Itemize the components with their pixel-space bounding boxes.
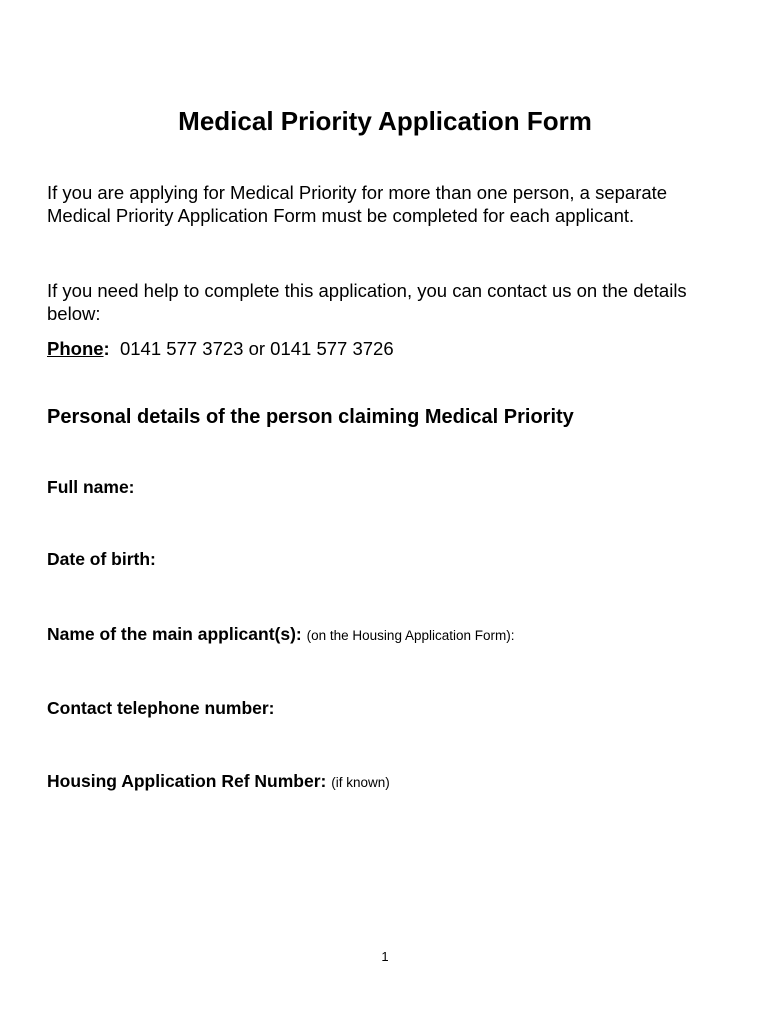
form-title: Medical Priority Application Form: [178, 106, 592, 136]
intro-paragraph: If you are applying for Medical Priority for more than one person, a separate Medical Priority Application Form must be completed for each applicant.: [47, 182, 668, 226]
field-full-name: [47, 475, 135, 499]
field-housing-ref: [47, 769, 390, 795]
phone-line: [47, 337, 394, 360]
field-label: Name of the main applicant(s):: [47, 624, 302, 644]
field-hint: (if known): [331, 775, 390, 790]
help-paragraph: If you need help to complete this application, you can contact us on the details below:: [47, 280, 687, 324]
phone-numbers: 0141 577 3723 or 0141 577 3726: [119, 338, 394, 359]
field-main-applicant: [47, 622, 515, 648]
field-label: Full name:: [47, 477, 135, 497]
phone-label: Phone: [47, 338, 104, 359]
field-label: Housing Application Ref Number:: [47, 771, 327, 791]
field-date-of-birth: [47, 547, 156, 571]
phone-colon: :: [103, 338, 110, 359]
field-label: Contact telephone number:: [47, 698, 275, 718]
field-contact-telephone: [47, 696, 275, 720]
field-label: Date of birth:: [47, 549, 156, 569]
field-hint: (on the Housing Application Form):: [306, 628, 515, 643]
section-heading: Personal details of the person claiming Medical Priority: [47, 406, 574, 428]
page-number: 1: [381, 949, 389, 964]
